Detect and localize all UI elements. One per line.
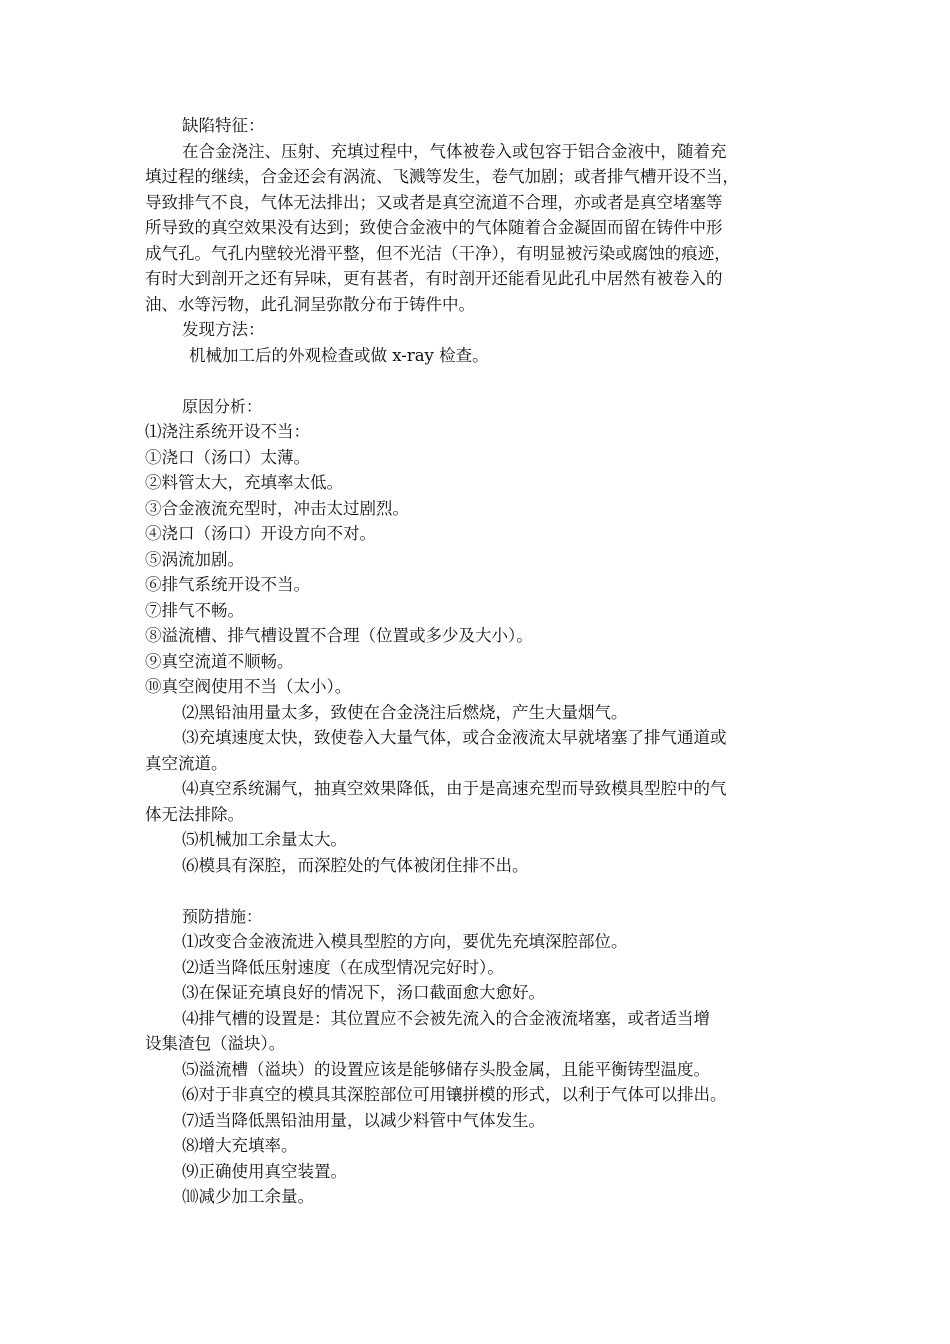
defect-line: 成气孔。气孔内壁较光滑平整，但不光洁（干净），有明显被污染或腐蚀的痕迹， [145,243,731,263]
cause-item: ⑥排气系统开设不当。 [145,575,310,594]
cause-item: ①浇口（汤口）太薄。 [145,447,310,467]
prevention-item: ⑼正确使用真空装置。 [182,1161,347,1181]
cause-item: ⑵黑铅油用量太多，致使在合金浇注后燃烧，产生大量烟气。 [182,702,628,722]
cause-item: ⑸机械加工余量太大。 [182,830,347,849]
cause-item: ⑤涡流加剧。 [145,549,244,569]
detection-text: 机械加工后的外观检查或做 x-ray 检查。 [189,345,489,365]
prevention-item: ⑷排气槽的设置是：其位置应不会被先流入的合金液流堵塞，或者适当增 [182,1008,710,1028]
cause-item-continued: 体无法排除。 [145,804,244,824]
prevention-heading: 预防措施： [182,906,263,926]
defect-line: 导致排气不良，气体无法排出；又或者是真空流道不合理，亦或者是真空堵塞等 [145,192,723,212]
defect-heading: 缺陷特征： [182,116,265,135]
prevention-item: ⑵适当降低压射速度（在成型情况完好时）。 [182,957,504,977]
cause-item: ⑩真空阀使用不当（太小）。 [145,677,352,696]
defect-line: 在合金浇注、压射、充填过程中，气体被卷入或包容于铝合金液中，随着充 [182,141,727,161]
prevention-item: ⑶在保证充填良好的情况下，汤口截面愈大愈好。 [182,983,545,1002]
spacer [145,878,810,904]
defect-line: 油、水等污物，此孔洞呈弥散分布于铸件中。 [145,294,475,314]
prevention-item: ⑽减少加工余量。 [182,1187,314,1206]
prevention-item: ⑻增大充填率。 [182,1136,298,1155]
cause-item: ②料管太大，充填率太低。 [145,473,343,492]
cause-item: ⑷真空系统漏气，抽真空效果降低，由于是高速充型而导致模具型腔中的气 [182,779,727,798]
defect-line: 有时大到剖开之还有异味，更有甚者，有时剖开还能看见此孔中居然有被卷入的 [145,269,723,288]
defect-line: 所导致的真空效果没有达到；致使合金液中的气体随着合金凝固而留在铸件中形 [145,218,723,237]
prevention-item: ⑺适当降低黑铅油用量，以减少料管中气体发生。 [182,1110,545,1130]
causes-heading: 原因分析： [182,396,263,416]
prevention-item: ⑴改变合金液流进入模具型腔的方向，要优先充填深腔部位。 [182,932,628,951]
cause-item: ④浇口（汤口）开设方向不对。 [145,524,376,543]
prevention-item-continued: 设集渣包（溢块）。 [145,1034,286,1053]
detection-heading: 发现方法： [182,320,265,339]
cause-item: ⑶充填速度太快，致使卷入大量气体，或合金液流太早就堵塞了排气通道或 [182,728,727,747]
cause-item: ⑦排气不畅。 [145,600,244,620]
cause-item: ⑴浇注系统开设不当： [145,422,310,441]
defect-paragraph [145,139,810,318]
cause-item: ③合金液流充型时，冲击太过剧烈。 [145,498,409,518]
cause-item: ⑹模具有深腔，而深腔处的气体被闭住排不出。 [182,855,529,875]
document-page [145,113,810,1210]
defect-line: 填过程的继续，合金还会有涡流、飞溅等发生，卷气加剧；或者排气槽开设不当， [145,167,739,186]
prevention-item: ⑹对于非真空的模具其深腔部位可用镶拼模的形式，以利于气体可以排出。 [182,1085,727,1104]
cause-item: ⑧溢流槽、排气槽设置不合理（位置或多少及大小）。 [145,626,533,645]
cause-item-continued: 真空流道。 [145,753,228,773]
cause-item: ⑨真空流道不顺畅。 [145,651,294,671]
prevention-item: ⑸溢流槽（溢块）的设置应该是能够储存头股金属，且能平衡铸型温度。 [182,1059,710,1079]
spacer [145,368,810,394]
